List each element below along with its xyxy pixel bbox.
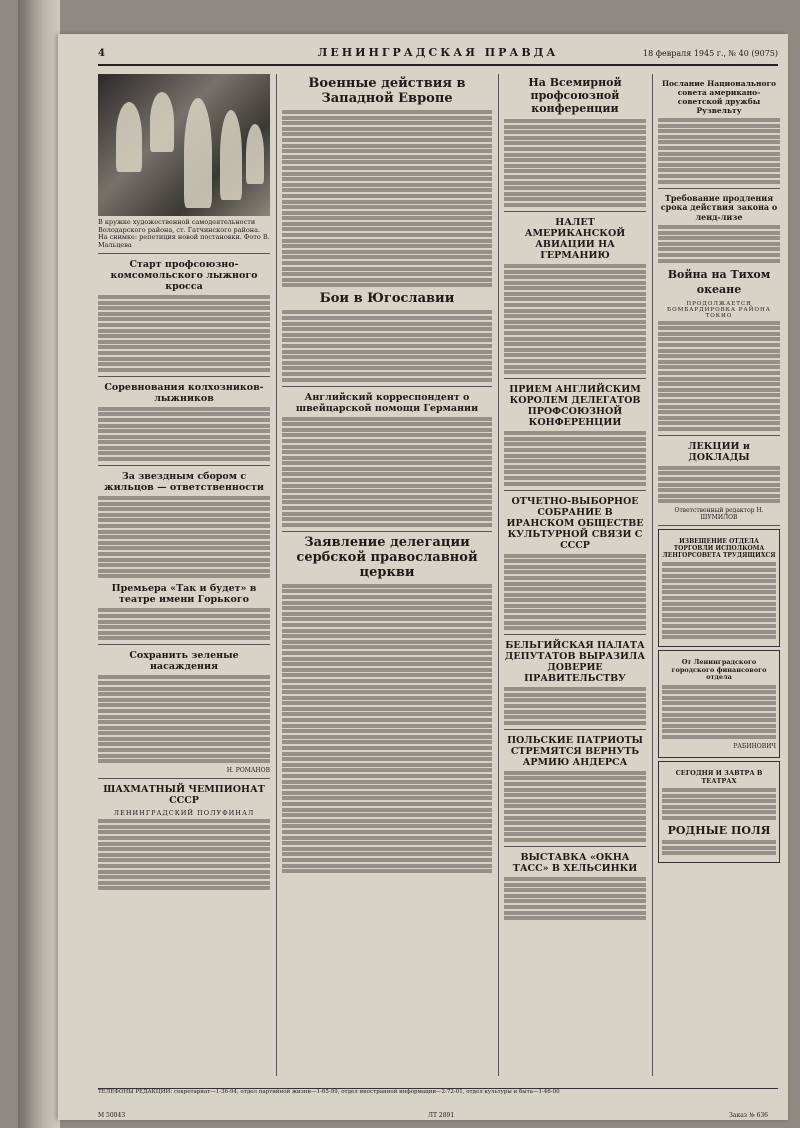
headline-premiere: Премьера «Так и будет» в театре имени Горького: [111, 583, 257, 606]
body-text: [98, 819, 270, 890]
headline-chess: ШАХМАТНЫЙ ЧЕМПИОНАТ СССР: [103, 784, 265, 807]
body-text: [504, 877, 646, 920]
body-text: [662, 562, 776, 639]
newspaper-title: ЛЕНИНГРАДСКАЯ ПРАВДА: [317, 46, 559, 59]
trade-notice: [658, 529, 780, 647]
headline-iran-society: ОТЧЕТНО-ВЫБОРНОЕ СОБРАНИЕ В ИРАНСКОМ ОБЩЕСТВЕ КУЛЬТУРНОЙ СВЯЗИ С СССР: [506, 495, 644, 551]
headline-collection: За звездным сбором с жильцов — ответственности: [104, 471, 264, 494]
body-text: [282, 110, 492, 287]
body-text: [658, 466, 780, 504]
body-text: [98, 608, 270, 640]
binding-spine: [18, 0, 60, 1128]
photo-caption: В кружке художественной самодеятельности Володарского района, ст. Гатчинского района. На снимке: репетиция новой постановки. Фото В. Мальцева: [98, 218, 270, 249]
editorial-phones: ТЕЛЕФОНЫ РЕДАКЦИИ: секретариат—1-36-94, отдел партийной жизни—1-65-99, отдел иностранной информации—2-72-01, отдел культуры и быта—1-46-00: [98, 1088, 778, 1096]
notice-signature: РАБИНОВИЧ: [733, 743, 776, 750]
headline-green-spaces: Сохранить зеленые насаждения: [129, 650, 239, 673]
body-text: [504, 264, 646, 374]
column-3: [504, 74, 646, 1076]
subheadline-tokyo: ПРОДОЛЖАЕТСЯ БОМБАРДИРОВКА РАЙОНА ТОКИО: [667, 300, 771, 319]
body-text: [504, 431, 646, 485]
body-text: [662, 788, 776, 820]
headline-world-trade-union-conference: На Всемирной профсоюзной конференции: [528, 76, 622, 115]
headline-tass-windows: ВЫСТАВКА «ОКНА ТАСС» В ХЕЛЬСИНКИ: [512, 851, 638, 874]
headline-swiss-aid: Английский корреспондент о швейцарской помощи Германии: [295, 391, 479, 414]
body-text: [98, 675, 270, 763]
headline-king-reception: ПРИЕМ АНГЛИЙСКИМ КОРОЛЕМ ДЕЛЕГАТОВ ПРОФСОЮЗНОЙ КОНФЕРЕНЦИИ: [509, 384, 641, 429]
body-text: [658, 321, 780, 431]
body-text: [98, 496, 270, 578]
rehearsal-photo: [98, 74, 270, 216]
column-4: [658, 74, 780, 1076]
print-code: М 50043: [98, 1112, 126, 1119]
headline-pacific-war: Война на Тихом океане: [667, 267, 771, 296]
theatre-listing: [658, 761, 780, 863]
body-text: [282, 417, 492, 527]
headline-kolkhoz-skiers: Соревнования колхозников-лыжников: [104, 381, 264, 404]
body-text: [658, 225, 780, 263]
headline-serbian-church: Заявление делегации сербской православной церкви: [296, 534, 478, 580]
body-text: [98, 407, 270, 461]
body-text: [98, 295, 270, 372]
body-text: [662, 840, 776, 855]
body-text: [658, 118, 780, 184]
body-text: [504, 119, 646, 207]
print-order: Заказ № 636: [729, 1112, 768, 1119]
responsible-editor: Ответственный редактор Н. ШУМИЛОВ: [674, 507, 764, 522]
column-2: [282, 74, 492, 1076]
film-title: РОДНЫЕ ПОЛЯ: [667, 823, 771, 837]
headline-roosevelt-message: Послание Национального совета американо-советской дружбы Рузвельту: [661, 79, 777, 115]
body-text: [662, 685, 776, 739]
headline-lend-lease: Требование продления срока действия закона о ленд-лизе: [660, 192, 778, 222]
headline-ski-cross: Старт профсоюзно-комсомольского лыжного кросса: [110, 259, 258, 292]
finance-dept-notice: [658, 650, 780, 758]
body-text: [504, 687, 646, 725]
newspaper-page: [58, 34, 788, 1120]
column-1: [98, 74, 270, 1076]
page-header: [98, 46, 778, 66]
issue-date: 18 февраля 1945 г., № 40 (9075): [643, 49, 778, 58]
headline-belgian-chamber: БЕЛЬГИЙСКАЯ ПАЛАТА ДЕПУТАТОВ ВЫРАЗИЛА ДОВЕРИЕ ПРАВИТЕЛЬСТВУ: [504, 640, 646, 685]
headline-american-air-raid: НАЛЕТ АМЕРИКАНСКОЙ АВИАЦИИ НА ГЕРМАНИЮ: [524, 216, 626, 261]
body-text: [504, 771, 646, 842]
body-text: [282, 310, 492, 381]
headline-lectures: ЛЕКЦИИ и ДОКЛАДЫ: [688, 440, 750, 463]
headline-finance-dept: От Ленинградского городского финансового отдела: [671, 658, 767, 682]
author-signature: Н. РОМАНОВ: [226, 767, 270, 775]
headline-theatres: СЕГОДНЯ И ЗАВТРА В ТЕАТРАХ: [675, 769, 763, 785]
subheadline-chess: ЛЕНИНГРАДСКИЙ ПОЛУФИНАЛ: [113, 809, 255, 818]
print-license: ЛТ 2891: [428, 1112, 455, 1119]
page-number: 4: [98, 48, 105, 59]
headline-yugoslavia: Бои в Югославии: [319, 291, 455, 307]
body-text: [282, 584, 492, 873]
headline-polish-patriots: ПОЛЬСКИЕ ПАТРИОТЫ СТРЕМЯТСЯ ВЕРНУТЬ АРМИЮ АНДЕРСА: [507, 734, 643, 768]
headline-western-europe: Военные действия в Западной Европе: [308, 76, 466, 106]
headline-trade-notice: ИЗВЕЩЕНИЕ ОТДЕЛА ТОРГОВЛИ ИСПОЛКОМА ЛЕНГОРСОВЕТА ТРУДЯЩИХСЯ: [662, 538, 776, 560]
body-text: [504, 554, 646, 631]
